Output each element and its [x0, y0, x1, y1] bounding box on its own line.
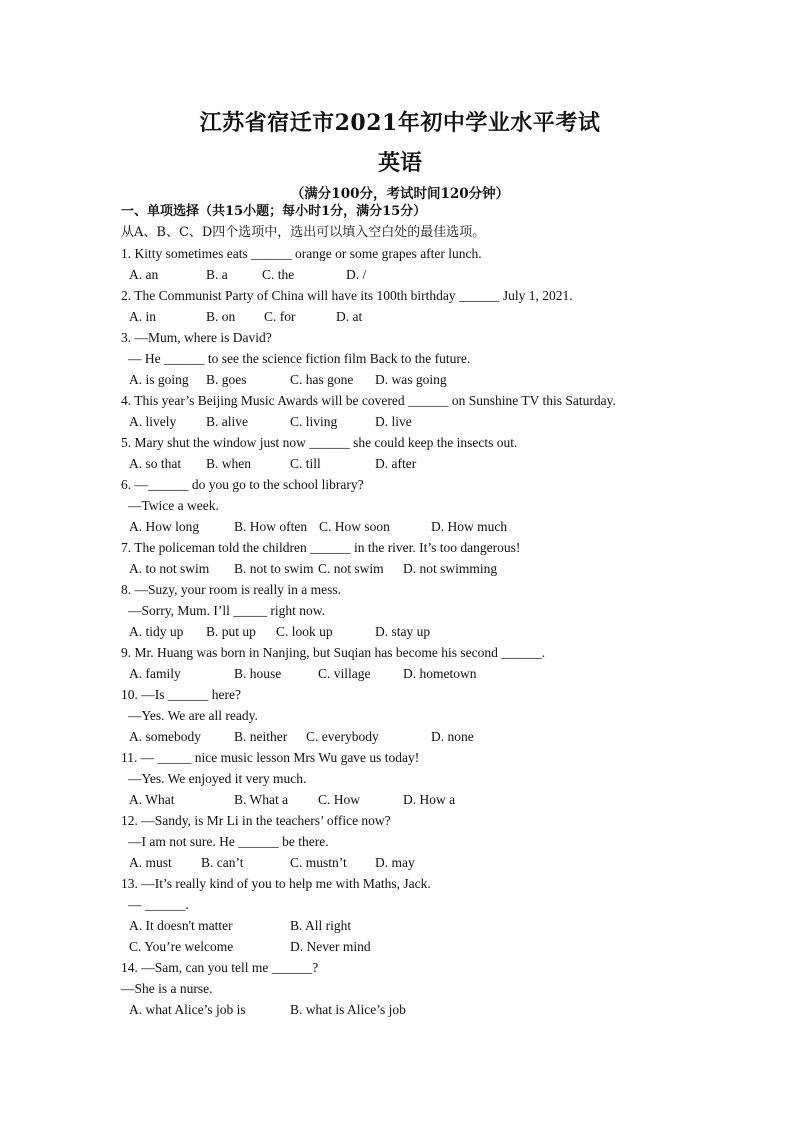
- question-3-stem: 3. —Mum, where is David?: [121, 330, 272, 345]
- instructions: 从A、B、C、D四个选项中，选出可以填入空白处的最佳选项。: [121, 225, 486, 240]
- question-13-stem: 13. —It’s really kind of you to help me with Maths, Jack.: [121, 876, 431, 891]
- question-8-option-a: A. tidy up: [129, 624, 184, 639]
- question-6-option-a: A. How long: [129, 519, 200, 534]
- question-8-reply: —Sorry, Mum. I’ll _____ right now.: [128, 603, 325, 618]
- question-3-option-d: D. was going: [375, 372, 447, 387]
- question-10-stem: 10. —Is ______ here?: [121, 687, 241, 702]
- question-1-option-b: B. a: [206, 267, 228, 282]
- question-12-option-d: D. may: [375, 855, 415, 870]
- question-3-option-b: B. goes: [206, 372, 247, 387]
- question-10-option-a: A. somebody: [129, 729, 201, 744]
- question-2-option-d: D. at: [336, 309, 363, 324]
- question-14-option-a: A. what Alice’s job is: [129, 1002, 246, 1017]
- question-6-reply: —Twice a week.: [128, 498, 219, 513]
- question-7-option-b: B. not to swim: [234, 561, 314, 576]
- question-2-option-b: B. on: [206, 309, 236, 324]
- question-11-reply: —Yes. We enjoyed it very much.: [128, 771, 307, 786]
- question-13-option-c: C. You’re welcome: [129, 939, 234, 954]
- question-10-option-c: C. everybody: [306, 729, 379, 744]
- question-11-option-a: A. What: [129, 792, 175, 807]
- question-13-reply: — ______.: [128, 897, 189, 912]
- question-10-reply: —Yes. We are all ready.: [128, 708, 258, 723]
- question-9-stem: 9. Mr. Huang was born in Nanjing, but Suqian has become his second ______.: [121, 645, 546, 660]
- question-5-option-d: D. after: [375, 456, 417, 471]
- question-5-option-b: B. when: [206, 456, 251, 471]
- question-1-option-a: A. an: [129, 267, 159, 282]
- question-9-option-a: A. family: [129, 666, 181, 681]
- question-9-option-d: D. hometown: [403, 666, 477, 681]
- question-14-option-b: B. what is Alice’s job: [290, 1002, 406, 1017]
- question-2-option-c: C. for: [264, 309, 296, 324]
- question-12-stem: 12. —Sandy, is Mr Li in the teachers’ office now?: [121, 813, 391, 828]
- question-12-option-b: B. can’t: [201, 855, 244, 870]
- question-1-stem: 1. Kitty sometimes eats ______ orange or some grapes after lunch.: [121, 246, 482, 261]
- question-1-option-d: D. /: [346, 267, 367, 282]
- question-4-option-a: A. lively: [129, 414, 177, 429]
- question-12-reply: —I am not sure. He ______ be there.: [128, 834, 329, 849]
- question-5-stem: 5. Mary shut the window just now ______ she could keep the insects out.: [121, 435, 518, 450]
- question-8-option-d: D. stay up: [375, 624, 431, 639]
- question-14-reply: —She is a nurse.: [121, 981, 213, 996]
- question-11-option-d: D. How a: [403, 792, 456, 807]
- question-9-option-b: B. house: [234, 666, 282, 681]
- question-6-option-c: C. How soon: [319, 519, 390, 534]
- question-13-option-d: D. Never mind: [290, 939, 371, 954]
- subject-title: 英语: [377, 150, 422, 176]
- question-5-option-a: A. so that: [129, 456, 182, 471]
- question-5-option-c: C. till: [290, 456, 321, 471]
- question-4-option-c: C. living: [290, 414, 338, 429]
- question-11-option-b: B. What a: [234, 792, 289, 807]
- question-3-option-c: C. has gone: [290, 372, 354, 387]
- question-12-option-a: A. must: [129, 855, 172, 870]
- question-4-option-b: B. alive: [206, 414, 248, 429]
- question-13-option-b: B. All right: [290, 918, 352, 933]
- question-11-stem: 11. — _____ nice music lesson Mrs Wu gave us today!: [121, 750, 420, 765]
- exam-title: 江苏省宿迁市2021年初中学业水平考试: [199, 110, 601, 136]
- question-7-option-d: D. not swimming: [403, 561, 498, 576]
- score-info: （满分100分，考试时间120分钟）: [290, 186, 510, 202]
- question-8-option-b: B. put up: [206, 624, 256, 639]
- question-11-option-c: C. How: [318, 792, 361, 807]
- question-4-option-d: D. live: [375, 414, 412, 429]
- question-8-option-c: C. look up: [276, 624, 333, 639]
- question-12-option-c: C. mustn’t: [290, 855, 347, 870]
- question-1-option-c: C. the: [262, 267, 295, 282]
- question-6-option-d: D. How much: [431, 519, 508, 534]
- question-14-stem: 14. —Sam, can you tell me ______?: [121, 960, 319, 975]
- question-2-option-a: A. in: [129, 309, 156, 324]
- question-10-option-b: B. neither: [234, 729, 288, 744]
- question-7-stem: 7. The policeman told the children ______ in the river. It’s too dangerous!: [121, 540, 521, 555]
- question-7-option-a: A. to not swim: [129, 561, 210, 576]
- question-8-stem: 8. —Suzy, your room is really in a mess.: [121, 582, 341, 597]
- question-9-option-c: C. village: [318, 666, 371, 681]
- question-13-option-a: A. It doesn't matter: [129, 918, 233, 933]
- section-title: 一、单项选择（共15小题；每小时1分，满分15分）: [121, 204, 427, 219]
- question-6-stem: 6. —______ do you go to the school library?: [121, 477, 364, 492]
- question-10-option-d: D. none: [431, 729, 474, 744]
- question-3-option-a: A. is going: [129, 372, 189, 387]
- question-2-stem: 2. The Communist Party of China will have its 100th birthday ______ July 1, 2021.: [121, 288, 573, 303]
- question-6-option-b: B. How often: [234, 519, 308, 534]
- question-3-reply: — He ______ to see the science fiction film Back to the future.: [128, 351, 471, 366]
- question-4-stem: 4. This year’s Beijing Music Awards will be covered ______ on Sunshine TV this Saturday.: [121, 393, 616, 408]
- question-7-option-c: C. not swim: [318, 561, 384, 576]
